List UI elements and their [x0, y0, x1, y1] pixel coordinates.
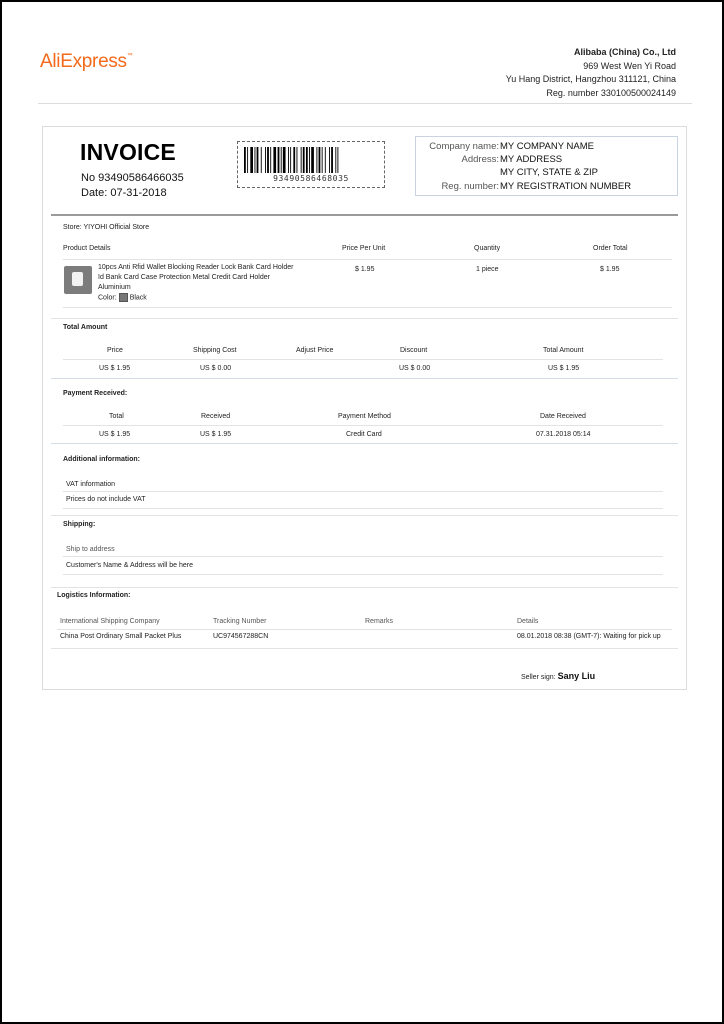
ta-col-discount: Discount	[400, 347, 428, 354]
barcode-bar	[283, 147, 286, 173]
ship-to-value: Customer's Name & Address will be here	[66, 562, 193, 569]
ta-shipping-value: US $ 0.00	[200, 365, 232, 372]
address-value: MY ADDRESS	[500, 154, 563, 165]
vat-divider	[63, 491, 663, 492]
section-divider-4	[51, 515, 678, 516]
col-product-details: Product Details	[63, 245, 111, 252]
barcode-bar	[278, 147, 280, 173]
ta-col-total-amount: Total Amount	[543, 347, 584, 354]
ta-header-divider	[63, 359, 663, 360]
log-col-company: International Shipping Company	[60, 618, 160, 625]
shipping-heading: Shipping:	[63, 521, 96, 528]
barcode-bar	[322, 147, 323, 173]
ta-discount-value: US $ 0.00	[399, 365, 431, 372]
product-total: $ 1.95	[600, 266, 620, 273]
additional-heading: Additional information:	[63, 456, 140, 463]
pay-col-total: Total	[109, 413, 124, 420]
barcode-bar	[306, 147, 308, 173]
section-divider-1	[51, 318, 678, 319]
invoice-date: Date: 07-31-2018	[81, 187, 167, 199]
col-price-per-unit: Price Per Unit	[342, 245, 386, 252]
barcode-bar	[270, 147, 271, 173]
city-value: MY CITY, STATE & ZIP	[500, 167, 599, 178]
payment-heading: Payment Received:	[63, 390, 128, 397]
aliexpress-logo	[40, 51, 132, 73]
buyer-info-box	[415, 136, 678, 196]
log-bottom-divider	[51, 648, 678, 649]
vat-bottom-divider	[63, 508, 663, 509]
seller-company: Alibaba (China) Co., Ltd	[574, 47, 676, 57]
product-quantity: 1 piece	[476, 266, 499, 273]
seller-sign-name: Sany Liu	[557, 671, 596, 681]
section-divider-2	[51, 378, 678, 379]
section-divider-3	[51, 443, 678, 444]
color-value: Black	[129, 294, 147, 302]
pay-col-received: Received	[201, 413, 231, 420]
barcode-bar	[301, 147, 302, 173]
seller-address	[506, 46, 676, 100]
product-title-line2[interactable]: Id Bank Card Case Protection Metal Credit Card Holder	[98, 274, 270, 281]
barcode-bar	[293, 147, 295, 173]
pay-total-value: US $ 1.95	[99, 431, 131, 438]
log-col-remarks: Remarks	[365, 618, 394, 625]
ta-col-shipping-cost: Shipping Cost	[193, 347, 237, 354]
ta-col-adjust-price: Adjust Price	[296, 347, 334, 354]
seller-address-line1: 969 West Wen Yi Road	[583, 60, 676, 71]
barcode-bar	[335, 147, 336, 173]
section-divider-5	[51, 587, 678, 588]
barcode-bar	[261, 147, 262, 173]
barcode-bars	[244, 147, 380, 173]
seller-sign	[521, 671, 595, 681]
product-color	[98, 293, 147, 302]
reg-number-label: Reg. number:	[441, 181, 499, 192]
product-price: $ 1.95	[355, 266, 375, 273]
pay-received-value: US $ 1.95	[200, 431, 232, 438]
card-holder-image	[72, 272, 83, 286]
seller-reg-number: Reg. number 330100500024149	[546, 87, 676, 98]
barcode-number: 93490586468035	[273, 174, 349, 183]
store-name: Store: YIYOHI Official Store	[63, 224, 150, 231]
log-col-tracking: Tracking Number	[213, 618, 267, 625]
barcode-bar	[337, 147, 338, 173]
header-divider	[38, 103, 692, 104]
ship-divider	[63, 556, 663, 557]
product-row-divider	[63, 307, 672, 308]
ship-bottom-divider	[63, 574, 663, 575]
barcode-bar	[311, 147, 314, 173]
product-header-divider	[63, 259, 672, 260]
barcode-bar	[267, 147, 269, 173]
barcode-bar	[290, 147, 291, 173]
invoice-title: INVOICE	[80, 139, 176, 165]
ta-col-price: Price	[107, 347, 123, 354]
address-label: Address:	[461, 154, 499, 165]
ta-total-value: US $ 1.95	[548, 365, 580, 372]
barcode-bar	[297, 147, 298, 173]
logo-tm: ™	[126, 53, 133, 59]
product-thumbnail	[64, 266, 92, 294]
total-amount-heading: Total Amount	[63, 324, 108, 331]
barcode-bar	[329, 147, 330, 173]
pay-col-date: Date Received	[540, 413, 586, 420]
barcode	[237, 141, 385, 188]
pay-col-method: Payment Method	[338, 413, 391, 420]
log-tracking-value[interactable]: UC974567288CN	[213, 633, 269, 640]
barcode-bar	[265, 147, 266, 173]
title-divider	[51, 214, 678, 216]
ship-to-label: Ship to address	[66, 546, 115, 553]
barcode-bar	[325, 147, 326, 173]
barcode-bar	[273, 147, 276, 173]
seller-address-line2: Yu Hang District, Hangzhou 311121, China	[505, 74, 676, 84]
pay-method-value: Credit Card	[346, 431, 382, 438]
vat-label: VAT information	[66, 481, 116, 488]
log-details-value: 08.01.2018 08:38 (GMT-7): Waiting for pick up	[517, 633, 661, 640]
product-title-line3[interactable]: Aluminium	[98, 284, 131, 291]
pay-date-value: 07.31.2018 05:14	[536, 431, 591, 438]
logistics-heading: Logistics Information:	[57, 592, 131, 599]
barcode-bar	[309, 147, 310, 173]
log-company-value: China Post Ordinary Small Packet Plus	[60, 633, 182, 640]
seller-sign-label: Seller sign:	[521, 674, 556, 681]
barcode-bar	[303, 147, 305, 173]
barcode-bar	[288, 147, 289, 173]
company-name-label: Company name:	[429, 141, 499, 152]
ta-price-value: US $ 1.95	[99, 365, 131, 372]
company-name-value: MY COMPANY NAME	[500, 141, 594, 152]
barcode-bar	[319, 147, 321, 173]
barcode-bar	[257, 147, 259, 173]
color-swatch-icon	[119, 293, 128, 302]
log-header-divider	[57, 629, 672, 630]
col-order-total: Order Total	[593, 245, 628, 252]
log-col-details: Details	[517, 618, 539, 625]
barcode-bar	[331, 147, 333, 173]
reg-number-value: MY REGISTRATION NUMBER	[500, 181, 632, 192]
logo-text: AliExpress	[40, 51, 127, 72]
vat-value: Prices do not include VAT	[66, 496, 146, 503]
pay-header-divider	[63, 425, 663, 426]
invoice-box	[42, 126, 687, 690]
col-quantity: Quantity	[474, 245, 501, 252]
barcode-bar	[281, 147, 282, 173]
color-label: Color:	[98, 294, 117, 302]
product-title-line1[interactable]: 10pcs Anti Rfid Wallet Blocking Reader Lock Bank Card Holder	[98, 264, 294, 271]
barcode-bar	[250, 147, 253, 173]
barcode-bar	[255, 147, 256, 173]
invoice-number: No 93490586466035	[81, 172, 184, 184]
barcode-bar	[247, 147, 248, 173]
barcode-bar	[244, 147, 246, 173]
barcode-bar	[316, 147, 317, 173]
